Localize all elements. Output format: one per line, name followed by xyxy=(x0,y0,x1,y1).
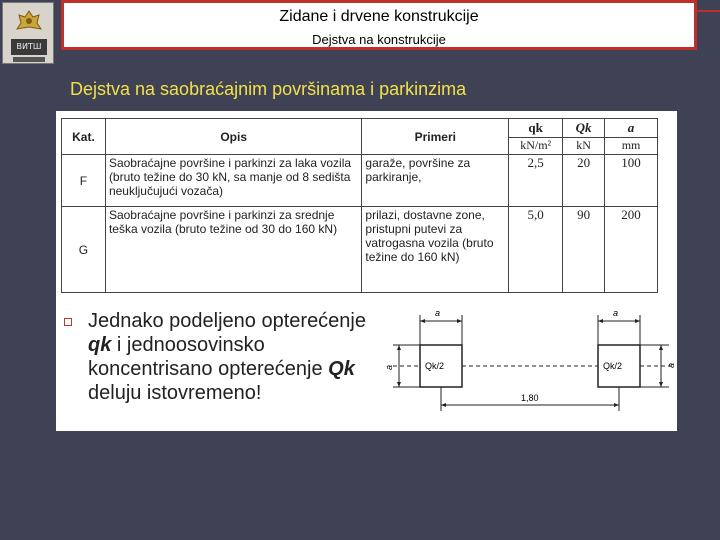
cell-qk: 2,5 xyxy=(509,155,563,207)
logo-plate: ВИТШ xyxy=(11,39,47,55)
bullet-line-2: qk i jednoosovinsko xyxy=(88,334,265,356)
bullet-line-4: deluju istovremeno! xyxy=(88,382,262,404)
cell-kat: F xyxy=(62,155,106,207)
symbol-Qk: Qk xyxy=(328,358,355,380)
dim-side-left: a xyxy=(384,364,394,370)
cell-opis: Saobraćajne površine i parkinzi za srednje teška vozila (bruto težine od 30 do 160 kN) xyxy=(105,207,361,293)
cell-opis: Saobraćajne površine i parkinzi za laka vozila (bruto težine do 30 kN, sa manje od 8 sedišta neuključujući vozača) xyxy=(105,155,361,207)
bullet-line-3: koncentrisano opterećenje Qk xyxy=(88,358,355,380)
bullet-paragraph xyxy=(88,309,388,405)
slide-title: Dejstva na saobraćajnim površinama i parkinzima xyxy=(70,79,467,99)
cell-Qk: 20 xyxy=(563,155,605,207)
spacing-label: 1,80 xyxy=(521,393,539,403)
header-accent-line xyxy=(697,10,720,12)
content-panel xyxy=(56,111,677,431)
header-banner xyxy=(61,0,697,50)
cell-primeri: garaže, površine za parkiranje, xyxy=(362,155,509,207)
table-row xyxy=(62,155,658,207)
symbol-qk: qk xyxy=(88,334,112,356)
dim-side-right: a xyxy=(666,362,676,368)
bullet-marker-icon xyxy=(64,318,72,326)
header-kat: Kat. xyxy=(62,119,106,155)
axle-load-diagram xyxy=(379,299,677,417)
header-subtitle: Dejstva na konstrukcije xyxy=(312,32,446,47)
cell-Qk: 90 xyxy=(563,207,605,293)
cell-a: 100 xyxy=(605,155,658,207)
cell-primeri: prilazi, dostavne zone, pristupni putevi za vatrogasna vozila (bruto težine do 160 kN) xyxy=(362,207,509,293)
cell-kat: G xyxy=(62,207,106,293)
unit-a: mm xyxy=(605,138,658,155)
unit-Qk: kN xyxy=(563,138,605,155)
header-title: Zidane i drvene konstrukcije xyxy=(279,8,479,25)
dim-a-right: a xyxy=(613,308,619,318)
header-qk: qk xyxy=(509,119,563,138)
bullet-line-1: Jednako podeljeno opterećenje xyxy=(88,310,366,332)
header-primeri: Primeri xyxy=(362,119,509,155)
unit-qk: kN/m² xyxy=(509,138,563,155)
institution-logo xyxy=(2,2,54,64)
load-label-right: Qk/2 xyxy=(603,361,623,371)
table-row xyxy=(62,207,658,293)
dim-a-left: a xyxy=(435,308,441,318)
header-Qk: Qk xyxy=(563,119,605,138)
load-category-table xyxy=(61,118,658,293)
header-opis: Opis xyxy=(105,119,361,155)
header-a: a xyxy=(605,119,658,138)
crest-icon xyxy=(15,9,43,35)
load-label-left: Qk/2 xyxy=(425,361,445,371)
cell-a: 200 xyxy=(605,207,658,293)
cell-qk: 5,0 xyxy=(509,207,563,293)
logo-underline xyxy=(13,57,45,62)
